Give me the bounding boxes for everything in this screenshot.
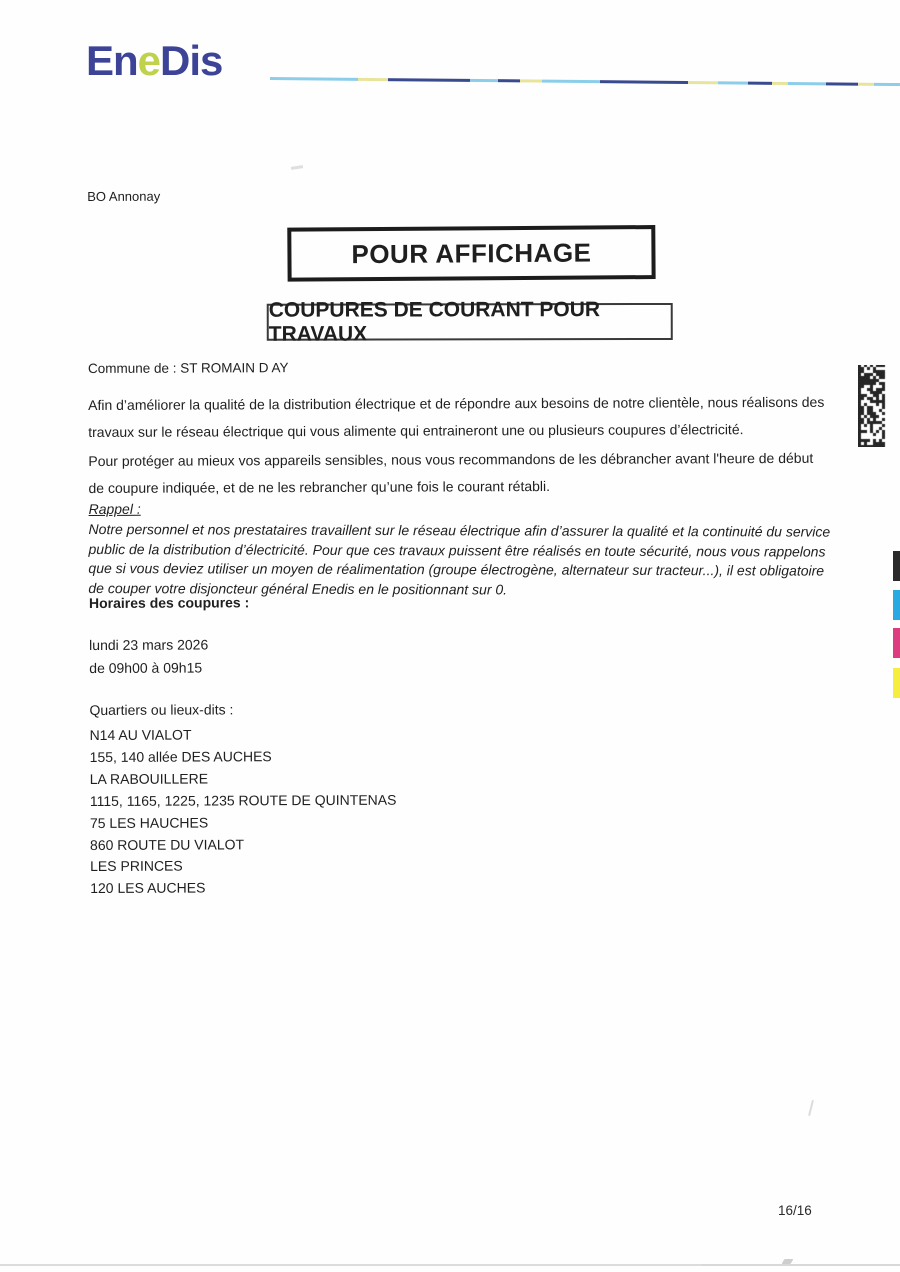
protect-paragraph: Pour protéger au mieux vos appareils sensibles, nous vous recommandons de les débrancher avant l'heure de début de coupure indiquée, et de ne les rebrancher qu’une fois le courant rétabli. xyxy=(88,449,814,497)
commune-line: Commune de : ST ROMAIN D AY xyxy=(87,360,289,377)
location-item: 120 LES AUCHES xyxy=(90,879,206,897)
rappel-paragraph: Notre personnel et nos prestataires travaillent sur le réseau électrique afin d’assurer la qualité et la continuité du service public de la distribution d’électricité. Pour que ces travaux puissent être réalisés en toute sécurité, nous vous rappelons que si vous deviez utiliser un moyen de réalimentation (groupe électrogène, alternateur sur tracteur...), il est obligatoire de couper votre disjoncteur général Enedis en le positionnant sur 0. xyxy=(88,521,831,597)
print-calibration-bar-cyan xyxy=(893,590,900,620)
outage-time: de 09h00 à 09h15 xyxy=(89,659,203,677)
horaires-label: Horaires des coupures : xyxy=(88,594,250,612)
rappel-label: Rappel : xyxy=(88,500,141,518)
locations-list xyxy=(90,724,397,901)
location-item: LA RABOUILLERE xyxy=(89,770,209,787)
print-calibration-bar-yellow xyxy=(893,668,900,698)
logo-text-part: e xyxy=(137,37,161,84)
location-item: 1115, 1165, 1225, 1235 ROUTE DE QUINTENAS xyxy=(89,791,397,809)
datamatrix-barcode xyxy=(858,365,886,447)
intro-paragraph: Afin d’améliorer la qualité de la distribution électrique et de répondre aux besoins de notre clientèle, nous réalisons des travaux sur le réseau électrique qui vous alimente qui entraineront une ou plusieurs coupures d’électricité. xyxy=(88,393,825,441)
location-item: 155, 140 allée DES AUCHES xyxy=(89,748,272,765)
pour-affichage-banner: POUR AFFICHAGE xyxy=(287,225,655,282)
logo-text-part: Dis xyxy=(160,37,223,84)
page-number: 16/16 xyxy=(778,1203,812,1218)
location-item: 860 ROUTE DU VIALOT xyxy=(89,835,245,853)
office-label: BO Annonay xyxy=(87,188,161,205)
logo-text-part: En xyxy=(86,37,138,84)
location-item: N14 AU VIALOT xyxy=(89,726,192,744)
print-calibration-bar-magenta xyxy=(893,628,900,658)
outage-date: lundi 23 mars 2026 xyxy=(89,636,209,654)
location-item: LES PRINCES xyxy=(90,858,183,875)
quartiers-label: Quartiers ou lieux-dits : xyxy=(89,701,234,719)
coupures-banner: COUPURES DE COURANT POUR TRAVAUX xyxy=(267,303,673,341)
location-item: 75 LES HAUCHES xyxy=(89,814,209,831)
print-calibration-bar-black xyxy=(893,551,900,581)
